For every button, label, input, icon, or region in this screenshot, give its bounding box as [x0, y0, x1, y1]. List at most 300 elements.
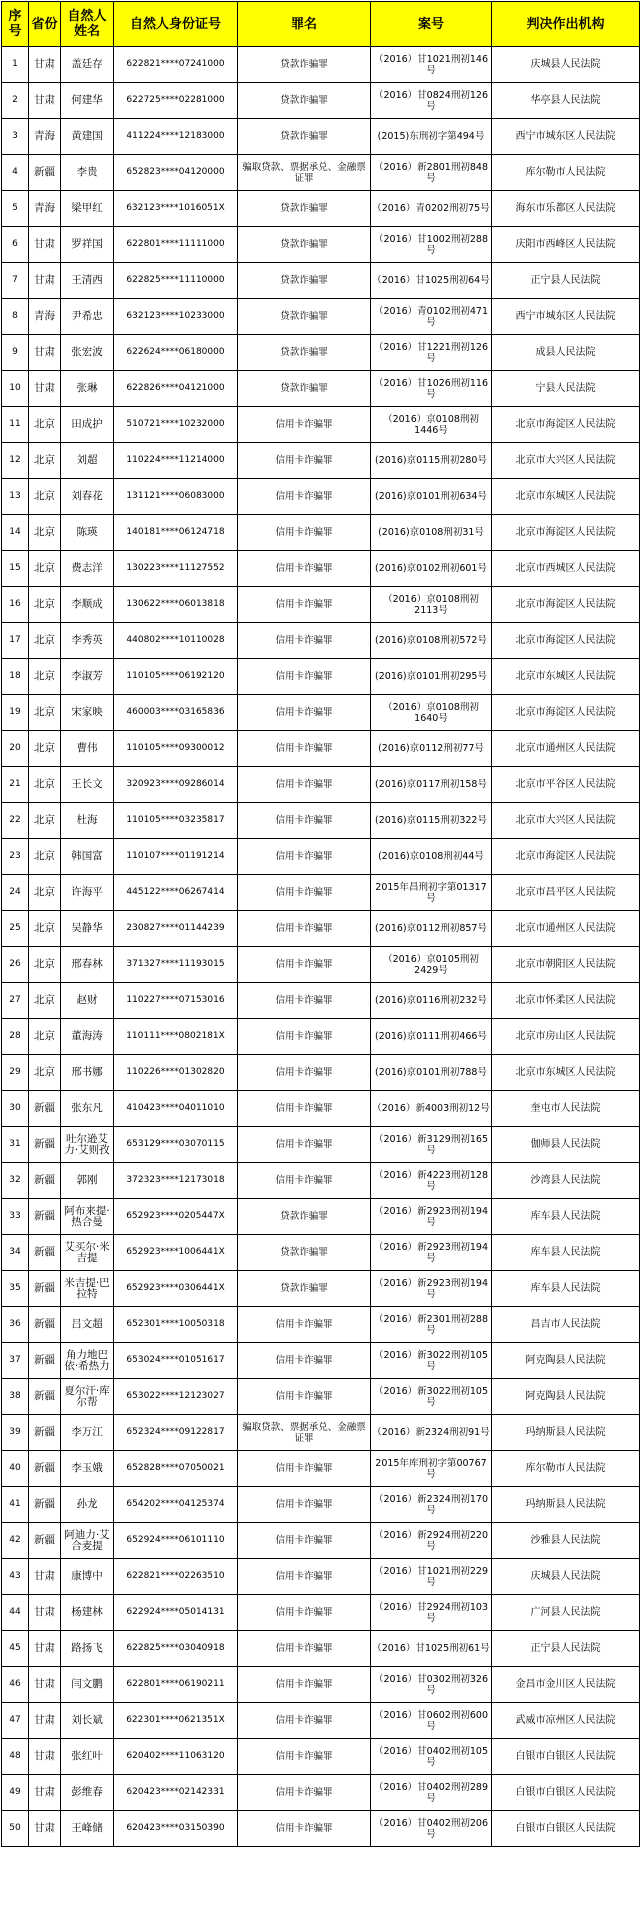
cell-case-number: （2016）甘0402刑初289号 — [371, 1775, 492, 1811]
cell-name: 阿布来提·热合曼 — [61, 1199, 114, 1235]
cell-case-number: （2016）京0108刑初1640号 — [371, 695, 492, 731]
cell-charge: 贷款诈骗罪 — [238, 191, 371, 227]
cell-province: 新疆 — [29, 1523, 61, 1559]
table-row — [2, 1127, 640, 1163]
cell-charge: 贷款诈骗罪 — [238, 227, 371, 263]
cell-charge: 信用卡诈骗罪 — [238, 515, 371, 551]
table-row — [2, 443, 640, 479]
table-row — [2, 551, 640, 587]
cell-name: 张红叶 — [61, 1739, 114, 1775]
cell-charge: 贷款诈骗罪 — [238, 299, 371, 335]
cell-case-number: (2016)京0117刑初158号 — [371, 767, 492, 803]
cell-court: 北京市大兴区人民法院 — [492, 803, 640, 839]
cell-name: 宋家映 — [61, 695, 114, 731]
table-row — [2, 587, 640, 623]
cell-province: 甘肃 — [29, 1811, 61, 1847]
cell-index: 40 — [2, 1451, 29, 1487]
cell-province: 新疆 — [29, 1343, 61, 1379]
cell-province: 新疆 — [29, 1307, 61, 1343]
cell-index: 46 — [2, 1667, 29, 1703]
cell-case-number: （2016）新2324刑初91号 — [371, 1415, 492, 1451]
cell-court: 北京市海淀区人民法院 — [492, 587, 640, 623]
table-row — [2, 1631, 640, 1667]
cell-province: 青海 — [29, 299, 61, 335]
cell-province: 新疆 — [29, 1199, 61, 1235]
cell-province: 北京 — [29, 587, 61, 623]
cell-index: 38 — [2, 1379, 29, 1415]
cell-charge: 信用卡诈骗罪 — [238, 1595, 371, 1631]
cell-index: 16 — [2, 587, 29, 623]
cell-province: 甘肃 — [29, 1667, 61, 1703]
cell-case-number: （2016）甘1025刑初64号 — [371, 263, 492, 299]
cell-name: 张东凡 — [61, 1091, 114, 1127]
cell-court: 库尔勒市人民法院 — [492, 1451, 640, 1487]
cell-court: 庆城县人民法院 — [492, 47, 640, 83]
cell-name: 孙龙 — [61, 1487, 114, 1523]
cell-court: 北京市大兴区人民法院 — [492, 443, 640, 479]
cell-index: 25 — [2, 911, 29, 947]
cell-id-number: 622801****06190211 — [114, 1667, 238, 1703]
cell-province: 甘肃 — [29, 1595, 61, 1631]
cell-name: 艾买尔·米吉提 — [61, 1235, 114, 1271]
table-row — [2, 695, 640, 731]
header-case-number: 案号 — [371, 2, 492, 47]
table-row — [2, 1343, 640, 1379]
cell-name: 李玉娥 — [61, 1451, 114, 1487]
cell-charge: 信用卡诈骗罪 — [238, 407, 371, 443]
table-row — [2, 1199, 640, 1235]
cell-id-number: 653024****01051617 — [114, 1343, 238, 1379]
table-row — [2, 299, 640, 335]
cell-index: 45 — [2, 1631, 29, 1667]
cell-name: 张宏波 — [61, 335, 114, 371]
cell-case-number: （2016）新2801刑初848号 — [371, 155, 492, 191]
cell-case-number: （2016）新2923刑初194号 — [371, 1271, 492, 1307]
cell-index: 48 — [2, 1739, 29, 1775]
cell-case-number: （2016）新4223刑初128号 — [371, 1163, 492, 1199]
cell-case-number: （2016）甘0402刑初105号 — [371, 1739, 492, 1775]
cell-name: 王长文 — [61, 767, 114, 803]
cell-index: 21 — [2, 767, 29, 803]
cell-court: 阿克陶县人民法院 — [492, 1343, 640, 1379]
table-row — [2, 1307, 640, 1343]
cell-name: 郭刚 — [61, 1163, 114, 1199]
cell-charge: 信用卡诈骗罪 — [238, 1091, 371, 1127]
cell-case-number: (2016)京0108刑初44号 — [371, 839, 492, 875]
header-id-number: 自然人身份证号 — [114, 2, 238, 47]
cell-province: 北京 — [29, 911, 61, 947]
cell-court: 北京市西城区人民法院 — [492, 551, 640, 587]
cell-id-number: 652923****0205447X — [114, 1199, 238, 1235]
cell-index: 28 — [2, 1019, 29, 1055]
cell-case-number: （2016）京0108刑初1446号 — [371, 407, 492, 443]
cell-court: 阿克陶县人民法院 — [492, 1379, 640, 1415]
cell-id-number: 654202****04125374 — [114, 1487, 238, 1523]
cell-case-number: （2016）京0105刑初2429号 — [371, 947, 492, 983]
cell-charge: 贷款诈骗罪 — [238, 119, 371, 155]
cell-charge: 信用卡诈骗罪 — [238, 695, 371, 731]
cell-province: 青海 — [29, 119, 61, 155]
cell-id-number: 652301****10050318 — [114, 1307, 238, 1343]
cell-index: 29 — [2, 1055, 29, 1091]
cell-province: 北京 — [29, 947, 61, 983]
cell-case-number: (2016)京0116刑初232号 — [371, 983, 492, 1019]
cell-case-number: (2016)京0108刑初572号 — [371, 623, 492, 659]
cell-name: 李贵 — [61, 155, 114, 191]
table-row — [2, 1019, 640, 1055]
cell-province: 甘肃 — [29, 227, 61, 263]
cell-charge: 贷款诈骗罪 — [238, 335, 371, 371]
cell-province: 甘肃 — [29, 371, 61, 407]
cell-province: 甘肃 — [29, 1739, 61, 1775]
cell-charge: 信用卡诈骗罪 — [238, 1451, 371, 1487]
cell-province: 新疆 — [29, 1127, 61, 1163]
cell-id-number: 652324****09122817 — [114, 1415, 238, 1451]
cell-name: 夏尔汗·库尔帮 — [61, 1379, 114, 1415]
cell-charge: 贷款诈骗罪 — [238, 1235, 371, 1271]
table-row — [2, 947, 640, 983]
cell-index: 23 — [2, 839, 29, 875]
cell-province: 甘肃 — [29, 263, 61, 299]
cell-province: 甘肃 — [29, 335, 61, 371]
cell-case-number: （2016）青0102刑初471号 — [371, 299, 492, 335]
cell-index: 31 — [2, 1127, 29, 1163]
cell-index: 7 — [2, 263, 29, 299]
table-row — [2, 1487, 640, 1523]
cell-charge: 信用卡诈骗罪 — [238, 1667, 371, 1703]
cell-charge: 信用卡诈骗罪 — [238, 1523, 371, 1559]
cell-id-number: 110105****06192120 — [114, 659, 238, 695]
cell-province: 北京 — [29, 695, 61, 731]
cell-name: 韩国富 — [61, 839, 114, 875]
cell-court: 白银市白银区人民法院 — [492, 1775, 640, 1811]
cell-case-number: (2016)京0115刑初322号 — [371, 803, 492, 839]
cell-province: 北京 — [29, 983, 61, 1019]
cell-id-number: 130223****11127552 — [114, 551, 238, 587]
cell-index: 32 — [2, 1163, 29, 1199]
cell-id-number: 652923****0306441X — [114, 1271, 238, 1307]
cell-index: 1 — [2, 47, 29, 83]
cell-province: 新疆 — [29, 1271, 61, 1307]
cell-name: 王峰储 — [61, 1811, 114, 1847]
table-row — [2, 1055, 640, 1091]
cell-charge: 信用卡诈骗罪 — [238, 947, 371, 983]
cell-id-number: 411224****12183000 — [114, 119, 238, 155]
cell-charge: 信用卡诈骗罪 — [238, 1379, 371, 1415]
cell-court: 玛纳斯县人民法院 — [492, 1487, 640, 1523]
cell-charge: 信用卡诈骗罪 — [238, 551, 371, 587]
cell-name: 刘超 — [61, 443, 114, 479]
cell-index: 6 — [2, 227, 29, 263]
cell-court: 北京市通州区人民法院 — [492, 911, 640, 947]
cell-name: 李顺成 — [61, 587, 114, 623]
table-row — [2, 1523, 640, 1559]
cell-province: 北京 — [29, 1055, 61, 1091]
cell-court: 库车县人民法院 — [492, 1271, 640, 1307]
table-row — [2, 875, 640, 911]
cell-case-number: (2016)京0101刑初634号 — [371, 479, 492, 515]
cell-id-number: 632123****1016051X — [114, 191, 238, 227]
cell-charge: 信用卡诈骗罪 — [238, 1307, 371, 1343]
cell-court: 沙湾县人民法院 — [492, 1163, 640, 1199]
cell-court: 西宁市城东区人民法院 — [492, 299, 640, 335]
cell-charge: 贷款诈骗罪 — [238, 83, 371, 119]
header-row — [2, 2, 640, 47]
cell-name: 王清西 — [61, 263, 114, 299]
cell-id-number: 652924****06101110 — [114, 1523, 238, 1559]
cell-charge: 信用卡诈骗罪 — [238, 875, 371, 911]
cell-charge: 信用卡诈骗罪 — [238, 1127, 371, 1163]
table-row — [2, 767, 640, 803]
table-row — [2, 1163, 640, 1199]
case-list-sheet — [1, 1, 639, 1847]
cell-case-number: （2016）新2301刑初288号 — [371, 1307, 492, 1343]
cell-id-number: 440802****10110028 — [114, 623, 238, 659]
cell-id-number: 110105****03235817 — [114, 803, 238, 839]
cell-charge: 信用卡诈骗罪 — [238, 587, 371, 623]
cell-court: 北京市通州区人民法院 — [492, 731, 640, 767]
cell-name: 曹伟 — [61, 731, 114, 767]
cell-name: 邢春林 — [61, 947, 114, 983]
cell-case-number: (2016)京0115刑初280号 — [371, 443, 492, 479]
cell-court: 伽师县人民法院 — [492, 1127, 640, 1163]
cell-name: 李秀英 — [61, 623, 114, 659]
table-row — [2, 911, 640, 947]
cell-id-number: 622725****02281000 — [114, 83, 238, 119]
cell-id-number: 620423****02142331 — [114, 1775, 238, 1811]
cell-province: 北京 — [29, 515, 61, 551]
cell-id-number: 372323****12173018 — [114, 1163, 238, 1199]
cell-charge: 贷款诈骗罪 — [238, 371, 371, 407]
table-row — [2, 839, 640, 875]
cell-court: 金昌市金川区人民法院 — [492, 1667, 640, 1703]
cell-case-number: （2016）新2923刑初194号 — [371, 1199, 492, 1235]
cell-court: 正宁县人民法院 — [492, 1631, 640, 1667]
cell-court: 北京市东城区人民法院 — [492, 1055, 640, 1091]
cell-case-number: (2016)京0108刑初31号 — [371, 515, 492, 551]
cell-case-number: (2015)东刑初字第494号 — [371, 119, 492, 155]
cell-name: 尹希忠 — [61, 299, 114, 335]
cell-province: 新疆 — [29, 155, 61, 191]
cell-case-number: （2016）甘1021刑初229号 — [371, 1559, 492, 1595]
cell-id-number: 131121****06083000 — [114, 479, 238, 515]
cell-index: 41 — [2, 1487, 29, 1523]
cell-court: 北京市海淀区人民法院 — [492, 839, 640, 875]
table-row — [2, 1703, 640, 1739]
cell-province: 甘肃 — [29, 47, 61, 83]
cell-province: 北京 — [29, 731, 61, 767]
cell-id-number: 510721****10232000 — [114, 407, 238, 443]
cell-charge: 信用卡诈骗罪 — [238, 1487, 371, 1523]
cell-charge: 信用卡诈骗罪 — [238, 1775, 371, 1811]
cell-charge: 信用卡诈骗罪 — [238, 767, 371, 803]
cell-id-number: 652923****1006441X — [114, 1235, 238, 1271]
header-court: 判决作出机构 — [492, 2, 640, 47]
cell-index: 13 — [2, 479, 29, 515]
cell-id-number: 460003****03165836 — [114, 695, 238, 731]
cell-court: 庆城县人民法院 — [492, 1559, 640, 1595]
cell-court: 华亭县人民法院 — [492, 83, 640, 119]
cell-id-number: 110105****09300012 — [114, 731, 238, 767]
cell-index: 3 — [2, 119, 29, 155]
table-row — [2, 623, 640, 659]
cell-id-number: 110111****0802181X — [114, 1019, 238, 1055]
cell-charge: 骗取贷款、票据承兑、金融票证罪 — [238, 155, 371, 191]
cell-charge: 贷款诈骗罪 — [238, 47, 371, 83]
cell-index: 37 — [2, 1343, 29, 1379]
cell-case-number: （2016）新2324刑初170号 — [371, 1487, 492, 1523]
cell-province: 北京 — [29, 767, 61, 803]
table-row — [2, 983, 640, 1019]
cell-name: 罗祥国 — [61, 227, 114, 263]
cell-case-number: （2016）甘2924刑初103号 — [371, 1595, 492, 1631]
table-row — [2, 1091, 640, 1127]
cell-charge: 信用卡诈骗罪 — [238, 731, 371, 767]
cell-id-number: 620423****03150390 — [114, 1811, 238, 1847]
cell-case-number: （2016）新4003刑初12号 — [371, 1091, 492, 1127]
cell-name: 李万江 — [61, 1415, 114, 1451]
cell-province: 北京 — [29, 1019, 61, 1055]
cell-province: 新疆 — [29, 1163, 61, 1199]
cell-charge: 信用卡诈骗罪 — [238, 1811, 371, 1847]
cell-name: 赵财 — [61, 983, 114, 1019]
cell-name: 梁甲红 — [61, 191, 114, 227]
header-charge: 罪名 — [238, 2, 371, 47]
cell-charge: 信用卡诈骗罪 — [238, 479, 371, 515]
cell-province: 北京 — [29, 803, 61, 839]
cell-id-number: 320923****09286014 — [114, 767, 238, 803]
header-index: 序号 — [2, 2, 29, 47]
cell-index: 15 — [2, 551, 29, 587]
cell-id-number: 632123****10233000 — [114, 299, 238, 335]
cell-name: 邢书娜 — [61, 1055, 114, 1091]
cell-court: 北京市怀柔区人民法院 — [492, 983, 640, 1019]
cell-id-number: 410423****04011010 — [114, 1091, 238, 1127]
cell-case-number: 2015年库刑初字第00767号 — [371, 1451, 492, 1487]
cell-id-number: 652828****07050021 — [114, 1451, 238, 1487]
cell-name: 董海涛 — [61, 1019, 114, 1055]
cell-index: 24 — [2, 875, 29, 911]
cell-court: 广河县人民法院 — [492, 1595, 640, 1631]
cell-name: 吐尔逊艾力·艾则孜 — [61, 1127, 114, 1163]
table-row — [2, 1379, 640, 1415]
cell-index: 43 — [2, 1559, 29, 1595]
cell-index: 36 — [2, 1307, 29, 1343]
cell-id-number: 622801****11111000 — [114, 227, 238, 263]
cell-province: 北京 — [29, 551, 61, 587]
cell-case-number: (2016)京0112刑初77号 — [371, 731, 492, 767]
cell-charge: 信用卡诈骗罪 — [238, 1019, 371, 1055]
cell-case-number: （2016）甘1021刑初146号 — [371, 47, 492, 83]
cell-court: 玛纳斯县人民法院 — [492, 1415, 640, 1451]
header-name: 自然人姓名 — [61, 2, 114, 47]
cell-case-number: （2016）甘1002刑初288号 — [371, 227, 492, 263]
cell-index: 11 — [2, 407, 29, 443]
cell-province: 北京 — [29, 479, 61, 515]
cell-id-number: 622821****07241000 — [114, 47, 238, 83]
cell-court: 白银市白银区人民法院 — [492, 1811, 640, 1847]
cell-court: 北京市海淀区人民法院 — [492, 515, 640, 551]
table-body — [2, 47, 640, 1847]
cell-case-number: （2016）新3022刑初105号 — [371, 1379, 492, 1415]
cell-case-number: (2016)京0101刑初788号 — [371, 1055, 492, 1091]
cell-charge: 信用卡诈骗罪 — [238, 1739, 371, 1775]
cell-court: 北京市海淀区人民法院 — [492, 695, 640, 731]
table-row — [2, 479, 640, 515]
cell-index: 49 — [2, 1775, 29, 1811]
cell-name: 路扬飞 — [61, 1631, 114, 1667]
cell-court: 库尔勒市人民法院 — [492, 155, 640, 191]
cell-charge: 贷款诈骗罪 — [238, 263, 371, 299]
cell-province: 新疆 — [29, 1091, 61, 1127]
table-row — [2, 1739, 640, 1775]
cell-province: 甘肃 — [29, 1703, 61, 1739]
cell-case-number: (2016)京0111刑初466号 — [371, 1019, 492, 1055]
cell-province: 甘肃 — [29, 83, 61, 119]
table-row — [2, 407, 640, 443]
table-row — [2, 1271, 640, 1307]
cell-name: 刘春花 — [61, 479, 114, 515]
cell-index: 2 — [2, 83, 29, 119]
cell-name: 田成护 — [61, 407, 114, 443]
cell-case-number: (2016)京0101刑初295号 — [371, 659, 492, 695]
cell-court: 北京市东城区人民法院 — [492, 479, 640, 515]
cell-court: 库车县人民法院 — [492, 1235, 640, 1271]
cell-province: 北京 — [29, 443, 61, 479]
cell-id-number: 140181****06124718 — [114, 515, 238, 551]
cell-id-number: 622826****04121000 — [114, 371, 238, 407]
cell-id-number: 620402****11063120 — [114, 1739, 238, 1775]
cell-province: 新疆 — [29, 1487, 61, 1523]
cell-case-number: (2016)京0102刑初601号 — [371, 551, 492, 587]
cell-name: 李淑芳 — [61, 659, 114, 695]
cell-case-number: （2016）新2924刑初220号 — [371, 1523, 492, 1559]
cell-charge: 信用卡诈骗罪 — [238, 839, 371, 875]
cell-case-number: （2016）甘1025刑初61号 — [371, 1631, 492, 1667]
cell-court: 北京市海淀区人民法院 — [492, 623, 640, 659]
cell-name: 闫文鹏 — [61, 1667, 114, 1703]
cell-charge: 信用卡诈骗罪 — [238, 911, 371, 947]
cell-id-number: 445122****06267414 — [114, 875, 238, 911]
cell-index: 27 — [2, 983, 29, 1019]
cell-name: 何建华 — [61, 83, 114, 119]
cell-court: 白银市白银区人民法院 — [492, 1739, 640, 1775]
cell-index: 39 — [2, 1415, 29, 1451]
cell-province: 甘肃 — [29, 1559, 61, 1595]
table-row — [2, 515, 640, 551]
cell-case-number: （2016）甘1026刑初116号 — [371, 371, 492, 407]
cell-court: 西宁市城东区人民法院 — [492, 119, 640, 155]
cell-case-number: （2016）新3129刑初165号 — [371, 1127, 492, 1163]
cell-index: 19 — [2, 695, 29, 731]
cell-name: 张琳 — [61, 371, 114, 407]
cell-id-number: 110224****11214000 — [114, 443, 238, 479]
cell-charge: 贷款诈骗罪 — [238, 1271, 371, 1307]
cell-court: 成县人民法院 — [492, 335, 640, 371]
cell-index: 12 — [2, 443, 29, 479]
table-row — [2, 83, 640, 119]
cell-court: 昌吉市人民法院 — [492, 1307, 640, 1343]
table-row — [2, 1415, 640, 1451]
cell-charge: 骗取贷款、票据承兑、金融票证罪 — [238, 1415, 371, 1451]
cell-id-number: 622924****05014131 — [114, 1595, 238, 1631]
cell-court: 宁县人民法院 — [492, 371, 640, 407]
cell-court: 北京市朝阳区人民法院 — [492, 947, 640, 983]
table-row — [2, 191, 640, 227]
cell-court: 武威市凉州区人民法院 — [492, 1703, 640, 1739]
table-row — [2, 335, 640, 371]
cell-charge: 信用卡诈骗罪 — [238, 623, 371, 659]
